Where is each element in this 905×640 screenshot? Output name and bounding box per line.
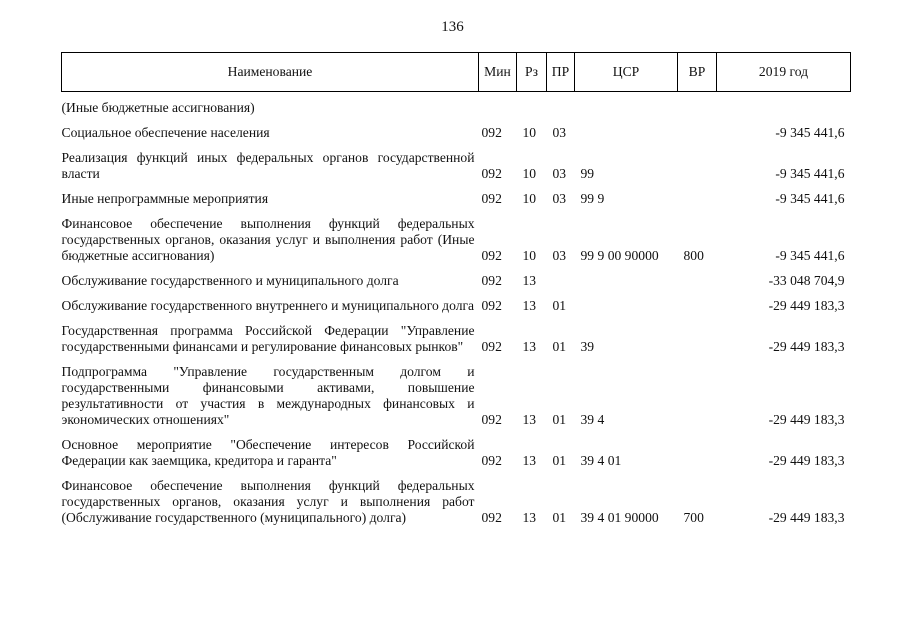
row-amount: -9 345 441,6: [775, 125, 845, 140]
header-vr: ВР: [678, 53, 717, 92]
row-vr: [678, 298, 717, 314]
row-csr: 39: [580, 339, 595, 354]
row-pr: 03: [552, 248, 567, 263]
row-min: 092: [481, 166, 502, 181]
row-rz: 10: [522, 125, 537, 140]
table-row: [62, 100, 851, 116]
row-amount: -9 345 441,6: [775, 248, 845, 263]
row-name: (Иные бюджетные ассигнования): [61, 100, 255, 115]
row-name: Финансовое обеспечение выполнения функций федеральных государственных органов, оказания услуг и выполнения работ (Иные бюджетные ассигнования): [61, 216, 475, 263]
row-pr: 01: [552, 453, 567, 468]
row-vr: [678, 100, 717, 116]
row-name: Финансовое обеспечение выполнения функций федеральных государственных органов, оказания услуг и выполнения работ (Обслуживание государственного (муниципального) долга): [61, 478, 475, 525]
row-name: Социальное обеспечение населения: [61, 125, 270, 140]
row-pr: 03: [552, 166, 567, 181]
budget-table: [61, 52, 851, 526]
row-min: 092: [481, 510, 502, 525]
table-row: [62, 150, 851, 182]
header-min: Мин: [479, 53, 517, 92]
row-name: Иные непрограммные мероприятия: [61, 191, 269, 206]
row-amount: -29 449 183,3: [768, 298, 845, 313]
row-name: Реализация функций иных федеральных органов государственной власти: [61, 150, 475, 181]
table-row: [62, 323, 851, 355]
row-min: 092: [481, 339, 502, 354]
row-vr: [678, 323, 717, 355]
table-row: [62, 125, 851, 141]
row-vr: [678, 437, 717, 469]
row-vr: 700: [683, 510, 704, 525]
row-min: 092: [481, 248, 502, 263]
row-vr: [678, 364, 717, 428]
row-min: 092: [481, 298, 502, 313]
row-vr: [678, 150, 717, 182]
row-min: 092: [481, 453, 502, 468]
row-pr: [547, 100, 575, 116]
table-row: [62, 437, 851, 469]
row-rz: 13: [522, 453, 537, 468]
row-rz: 10: [522, 191, 537, 206]
row-name: Государственная программа Российской Федерации "Управление государственными финансами и регулирование финансовых рынков": [61, 323, 475, 354]
row-pr: 03: [552, 191, 567, 206]
row-rz: 13: [522, 273, 537, 288]
header-rz: Рз: [517, 53, 547, 92]
row-pr: 01: [552, 412, 567, 427]
table-row: [62, 191, 851, 207]
row-amount: -29 449 183,3: [768, 339, 845, 354]
row-rz: 10: [522, 166, 537, 181]
row-min: 092: [481, 273, 502, 288]
table-row: [62, 364, 851, 428]
table-row: [62, 216, 851, 264]
row-min: 092: [481, 125, 502, 140]
row-amount: -9 345 441,6: [775, 166, 845, 181]
row-csr: 39 4: [580, 412, 605, 427]
row-rz: 13: [522, 412, 537, 427]
table-row: [62, 478, 851, 526]
row-csr: 99 9: [580, 191, 605, 206]
row-name: Подпрограмма "Управление государственным долгом и государственными финансовыми активами, повышение результативности от участия в международных финансовых и экономических отношениях": [61, 364, 475, 427]
row-amount: -9 345 441,6: [775, 191, 845, 206]
row-amount: [717, 100, 851, 116]
row-rz: 10: [522, 248, 537, 263]
page-number: 136: [441, 19, 464, 35]
header-year: 2019 год: [717, 53, 851, 92]
row-csr: 99 9 00 90000: [580, 248, 659, 263]
row-csr: [575, 125, 678, 141]
table-header: [62, 53, 851, 92]
row-rz: 13: [522, 510, 537, 525]
row-vr: [678, 125, 717, 141]
table-row: [62, 273, 851, 289]
row-pr: 01: [552, 510, 567, 525]
row-amount: -33 048 704,9: [768, 273, 845, 288]
header-csr: ЦСР: [575, 53, 678, 92]
row-csr: [575, 298, 678, 314]
row-vr: [678, 273, 717, 289]
row-vr: [678, 191, 717, 207]
row-min: 092: [481, 412, 502, 427]
row-name: Обслуживание государственного внутреннего и муниципального долга: [61, 298, 475, 313]
row-csr: 99: [580, 166, 595, 181]
row-rz: 13: [522, 298, 537, 313]
row-name: Обслуживание государственного и муниципального долга: [61, 273, 399, 288]
header-pr: ПР: [547, 53, 575, 92]
row-csr: [575, 273, 678, 289]
row-csr: 39 4 01 90000: [580, 510, 659, 525]
row-rz: [517, 100, 547, 116]
row-vr: 800: [683, 248, 704, 263]
header-name: Наименование: [62, 53, 479, 92]
row-csr: [575, 100, 678, 116]
row-pr: 01: [552, 298, 567, 313]
row-csr: 39 4 01: [580, 453, 622, 468]
row-min: [479, 100, 517, 116]
row-pr: 03: [552, 125, 567, 140]
row-pr: 01: [552, 339, 567, 354]
row-name: Основное мероприятие "Обеспечение интересов Российской Федерации как заемщика, кредитора и гаранта": [61, 437, 475, 468]
row-min: 092: [481, 191, 502, 206]
row-rz: 13: [522, 339, 537, 354]
row-amount: -29 449 183,3: [768, 510, 845, 525]
table-row: [62, 298, 851, 314]
row-amount: -29 449 183,3: [768, 412, 845, 427]
row-pr: [547, 273, 575, 289]
row-amount: -29 449 183,3: [768, 453, 845, 468]
